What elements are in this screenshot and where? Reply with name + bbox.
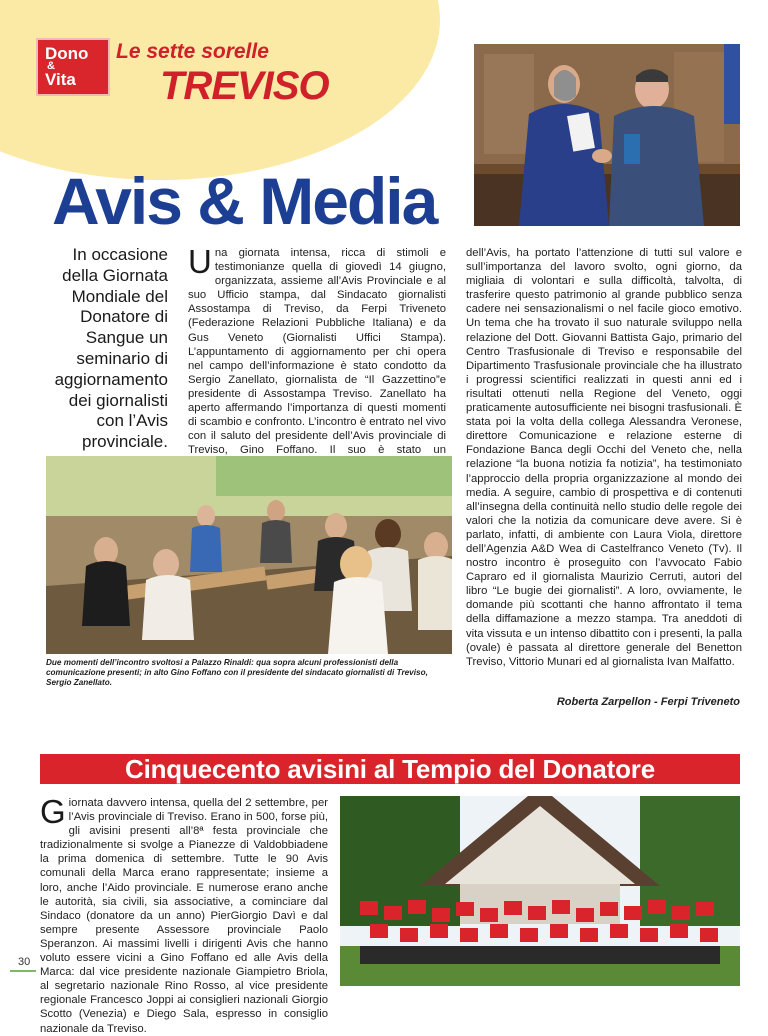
handshake-photo-illustration: [474, 44, 740, 226]
page-number: 30: [18, 956, 31, 968]
article-headline: Avis & Media: [52, 164, 437, 238]
section-kicker: Le sette sorelle: [116, 40, 269, 63]
handshake-photo: [474, 44, 740, 226]
article2-column: [40, 793, 328, 1036]
drop-cap-2: G: [40, 793, 66, 830]
audience-photo: [46, 456, 452, 654]
photo-caption: Due momenti dell’incontro svoltosi a Palazzo Rinaldi: qua sopra alcuni professionisti della comunicazione presenti; in alto Gino Foffano con il presidente del sindacato giornalisti di Treviso, Sergio Zanellato.: [46, 658, 428, 687]
group-photo: [340, 796, 740, 986]
article-standfirst: In occasione della Giornata Mondiale del Donatore di Sangue un seminario di aggiornamento dei giornalisti con l’Avis provinciale.: [54, 245, 168, 452]
drop-cap: U: [188, 243, 212, 280]
logo-text-vita: Vita: [45, 70, 76, 89]
audience-photo-illustration: [46, 456, 452, 654]
article-column-1: [188, 243, 446, 472]
article-signature: Roberta Zarpellon - Ferpi Triveneto: [556, 696, 740, 708]
logo-text-ampersand: &: [47, 60, 55, 72]
article2-banner-title: Cinquecento avisini al Tempio del Donatore: [40, 754, 740, 784]
logo-text-dono: Dono: [45, 44, 89, 63]
article-column-2-text: dell’Avis, ha portato l’attenzione di tutti sul valore e sull’importanza del lavoro svolto, ogni giorno, da migliaia di volontari e sulla difficoltà, talvolta, di trasferire questo patrimonio al grande pubblico senza cadere nei sensazionalismi o nel facile gioco emotivo. Un tema che ha trovato il suo naturale sviluppo nella relazione del Dott. Giovanni Battista Gajo, primario del Centro Trasfusionale di Treviso e responsabile del Dipartimento Trasfusionale provinciale che ha illustrato i progressi scientifici realizzati in questi anni ed i risultati ottenuti nella Regione del Veneto, oggi praticamente autosufficiente nei bisogni trasfusionali. È stata poi la volta della collega Alessandra Veronese, direttore Comunicazione e relazione esterne di Fondazione Banca degli Occhi del Veneto che, nella relazione “la buona notizia fa notizia”, ha testimoniato l’approccio della propria organizzazione al mondo dei media. A seguire, cambio di prospettiva e di contenuti all’insegna della continuità nello studio delle regole dei valori che la notizia da comunicare deve avere. Si è parlato, infatti, di ambiente con Laura Viola, direttore dell’Agenzia A&D Wea di Castelfranco Veneto (Tv). Il nostro incontro è proseguito con l’avvocato Fabio Capraro ed il giornalista Maurizio Cerruti, autori del libro “Le bugie dei giornalisti”. A loro, ovviamente, le domande più scottanti che hanno affrontato il tema della diffamazione a mezzo stampa. Tra aneddoti di vita vissuta e un intenso dibattito con i presenti, la palla (ovale) è passata al direttore generale del Benetton Treviso, Vittorio Munari ed al giornalista Ivan Malfatto.: [466, 247, 742, 668]
page-number-rule: [10, 970, 36, 972]
section-city-title: TREVISO: [160, 64, 329, 108]
article-column-1-text: na giornata intensa, ricca di stimoli e testimonianze quella di giovedì 14 giugno, organizzata, assieme all’Avis Provinciale e al suo Ufficio stampa, dal Sindacato giornalisti Assostampa di Treviso, da Ferpi Triveneto (Federazione Relazioni Pubbliche Italiana) e da Gus Veneto (Giornalisti Uffici Stampa). L’appuntamento di aggiornamento per chi opera nel campo dell’informazione è stato condotto da Sergio Zanellato, giornalista de “Il Gazzettino”e presidente di Assostampa Treviso. Zanellato ha aperto affermando l’importanza di questi momenti di scambio e confronto. L’incontro è entrato nel vivo con il saluto del presidente dell’Avis provinciale di Treviso, Gino Foffano. Il suo è stato un: [188, 247, 446, 457]
article2-text: iornata davvero intensa, quella del 2 settembre, per l’Avis provinciale di Treviso. Erano in 500, forse più, gli avisini presenti all’8ª festa provinciale che tradizionalmente si svolge a Pianezze di Valdobbiadene la prima domenica di settembre. Tutte le 90 Avis comunali della Marca erano rappresentate; insieme a loro, anche l’Aido provinciale. E numerose erano anche le autorità, sia civili, sia associative, a cominciare dal Sindaco (donatore da un anno) PierGiorgio Davì e dal sempre presente Assessore provinciale Paolo Speranzon. Ai massimi livelli i dirigenti Avis che hanno voluto essere vicini a Gino Foffano ed alle Avis della Marca: dal vice presidente nazionale Giampietro Briola, al segretario nazionale Rino Rosso, al vice presidente regionale Francesco Joppi ai consiglieri nazionali Giorgio Scotto (Venezia) e Diego Sala, espresso in consiglio nazionale da Treviso.: [40, 797, 328, 1035]
article-column-2: [466, 246, 742, 669]
dono-vita-logo: [36, 38, 110, 96]
group-photo-illustration: [340, 796, 740, 986]
